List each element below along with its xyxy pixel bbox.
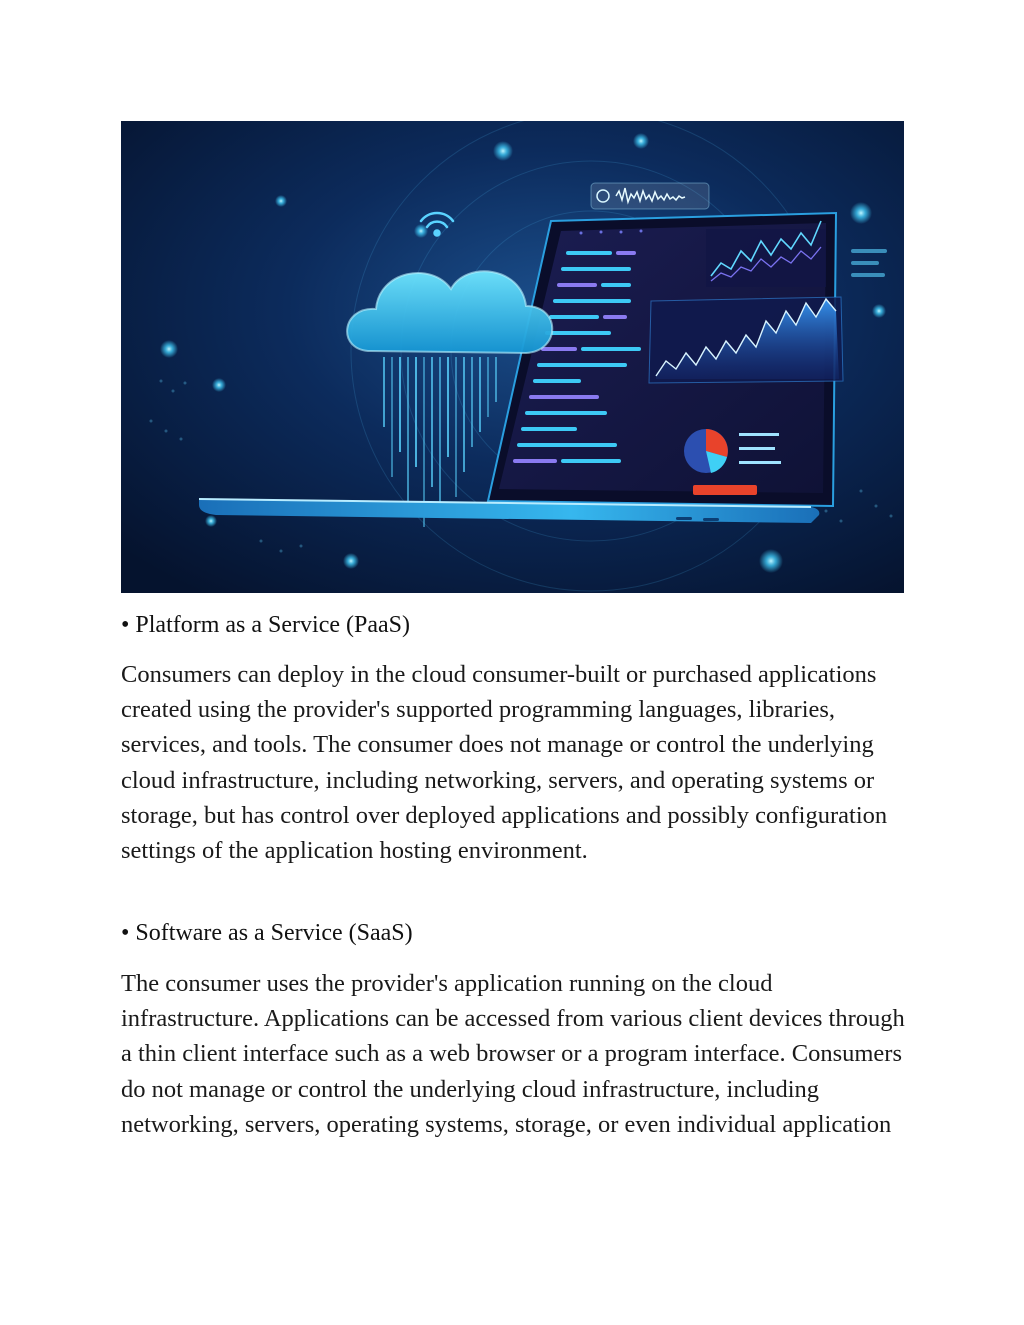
hero-illustration xyxy=(121,121,904,593)
line-chart-graphic xyxy=(706,221,826,287)
screen-button-graphic xyxy=(693,485,757,495)
section-heading-saas: • Software as a Service (SaaS) xyxy=(121,920,413,946)
section-heading-paas: • Platform as a Service (PaaS) xyxy=(121,612,410,638)
section-body-paas: Consumers can deploy in the cloud consumer-built or purchased applications created using the provider's supported programming languages, libraries, services, and tools. The consumer does not manage or control the underlying cloud infrastructure, including networking, servers, and operating systems or storage, but has control over deployed applications and possibly configuration settings of the application hosting environment. xyxy=(121,661,888,865)
audio-wave-panel xyxy=(591,183,709,209)
section-body-saas: The consumer uses the provider's application running on the cloud infrastructure. Applications can be accessed from various client devices through a thin client interface such as a web browser or a program interface. Consumers do not manage or control the underlying cloud infrastructure, including networking, servers, operating systems, storage, or even individual application xyxy=(121,970,905,1138)
area-chart-panel xyxy=(649,297,843,383)
cloud-laptop-image xyxy=(121,121,904,593)
